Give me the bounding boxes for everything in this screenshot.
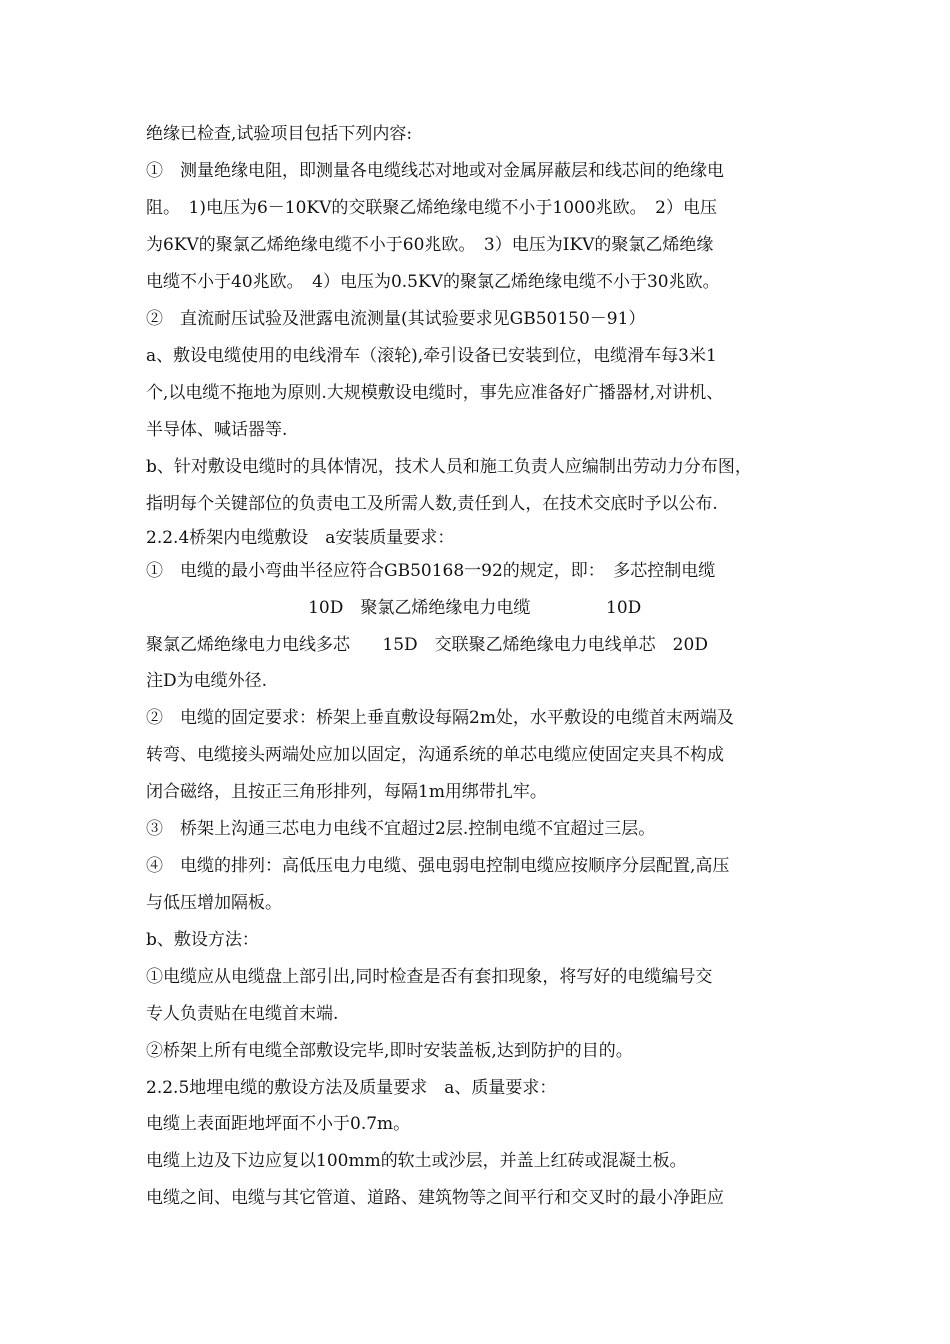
text-line: 阻。 1)电压为6－10KV的交联聚乙烯绝缘电缆不小于1000兆欧。 2）电压: [146, 198, 717, 218]
text-line: 电缆上边及下边应复以100mm的软土或沙层，并盖上红砖或混凝土板。: [146, 1151, 687, 1171]
text-line: ①电缆应从电缆盘上部引出,同时检查是否有套扣现象，将写好的电缆编号交: [146, 967, 713, 987]
text-line: 注D为电缆外径.: [146, 671, 268, 691]
text-line: ② 电缆的固定要求：桥架上垂直敷设每隔2m处，水平敷设的电缆首末两端及: [146, 708, 734, 728]
text-line: ① 电缆的最小弯曲半径应符合GB50168一92的规定，即： 多芯控制电缆: [146, 561, 716, 581]
text-line: 电缆之间、电缆与其它管道、道路、建筑物等之间平行和交叉时的最小净距应: [146, 1188, 724, 1208]
text-line: 闭合磁络，且按正三角形排列，每隔1m用绑带扎牢。: [146, 782, 547, 802]
text-line: 指明每个关键部位的负责电工及所需人数,责任到人，在技术交底时予以公布.: [146, 494, 718, 514]
section-heading: 2.2.4桥架内电缆敷设 a安装质量要求：: [146, 528, 455, 548]
text-line: 绝缘已检查,试验项目包括下列内容:: [146, 124, 413, 144]
text-line: 电缆不小于40兆欧。 4）电压为0.5KV的聚氯乙烯绝缘电缆不小于30兆欧。: [146, 272, 720, 292]
section-heading: 2.2.5地埋电缆的敷设方法及质量要求 a、质量要求：: [146, 1078, 557, 1098]
text-line: 半导体、喊话器等.: [146, 420, 288, 440]
text-line: ① 测量绝缘电阻，即测量各电缆线芯对地或对金属屏蔽层和线芯间的绝缘电: [146, 161, 724, 181]
text-line: 与低压增加隔板。: [146, 893, 282, 913]
text-line: b、针对敷设电缆时的具体情况，技术人员和施工负责人应编制出劳动力分布图，: [146, 457, 752, 477]
text-line: ② 直流耐压试验及泄露电流测量(其试验要求见GB50150－91）: [146, 309, 646, 329]
text-line: 10D 聚氯乙烯绝缘电力电缆 10D: [146, 598, 642, 618]
text-line: 电缆上表面距地坪面不小于0.7m。: [146, 1114, 411, 1134]
text-line: ②桥架上所有电缆全部敷设完毕,即时安装盖板,达到防护的目的。: [146, 1041, 633, 1061]
text-line: 为6KV的聚氯乙烯绝缘电缆不小于60兆欧。 3）电压为IKV的聚氯乙烯绝缘: [146, 235, 714, 255]
text-line: ③ 桥架上沟通三芯电力电线不宜超过2层.控制电缆不宜超过三层。: [146, 819, 656, 839]
text-line: 专人负责贴在电缆首末端.: [146, 1004, 339, 1024]
text-line: b、敷设方法：: [146, 930, 259, 950]
text-line: ④ 电缆的排列：高低压电力电缆、强电弱电控制电缆应按顺序分层配置,高压: [146, 856, 730, 876]
text-line: 聚氯乙烯绝缘电力电线多芯 15D 交联聚乙烯绝缘电力电线单芯 20D: [146, 635, 708, 655]
text-line: a、敷设电缆使用的电线滑车（滚轮),牵引设备已安装到位，电缆滑车每3米1: [146, 346, 717, 366]
text-line: 个,以电缆不拖地为原则.大规模敷设电缆时，事先应准备好广播器材,对讲机、: [146, 383, 724, 403]
text-line: 转弯、电缆接头两端处应加以固定，沟通系统的单芯电缆应使固定夹具不构成: [146, 745, 724, 765]
